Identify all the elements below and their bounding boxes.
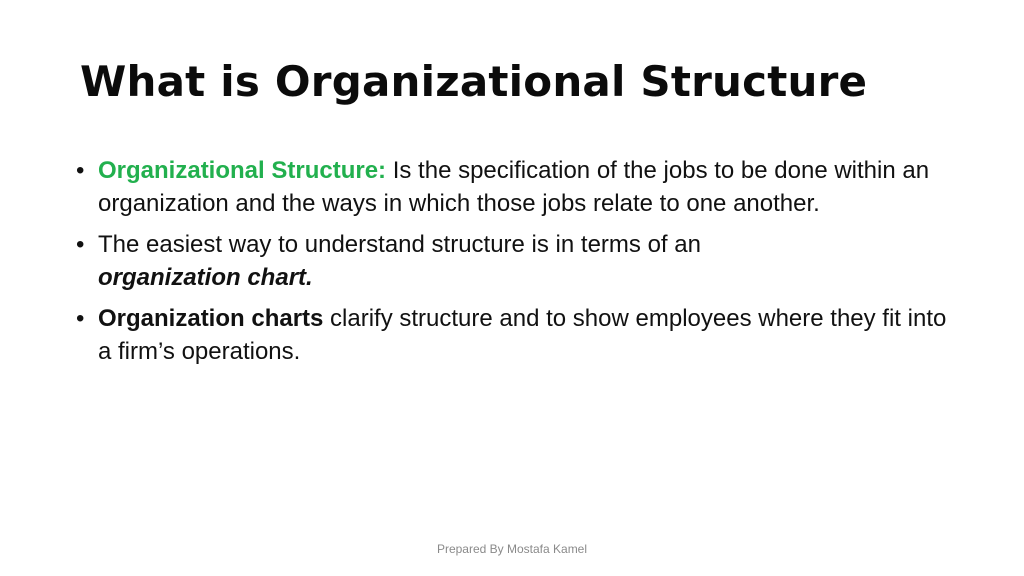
bullet-text	[98, 155, 956, 220]
bullet-item	[76, 229, 956, 294]
bullet-term: Organizational Structure:	[98, 157, 387, 184]
bullet-body: clarify structure and to show employees where they fit into a firm’s operations.	[98, 305, 947, 365]
bullet-item	[76, 303, 956, 368]
bullet-body: Is the specification of the jobs to be done within an organization and the ways in which those jobs relate to one another.	[98, 157, 930, 217]
bullet-text	[98, 303, 956, 368]
bullet-body: The easiest way to understand structure is in terms of an	[98, 231, 701, 258]
bullet-icon: •	[76, 231, 85, 258]
bullet-icon: •	[76, 157, 85, 184]
footer-credit: Prepared By Mostafa Kamel	[436, 542, 588, 556]
slide-title: What is Organizational Structure	[80, 57, 868, 106]
bullet-icon: •	[76, 305, 85, 332]
bullet-item	[76, 155, 956, 220]
bullet-text	[98, 229, 956, 294]
bullet-term: Organization charts	[98, 305, 324, 332]
bullet-list	[76, 155, 956, 377]
bullet-term: organization chart.	[98, 263, 313, 291]
